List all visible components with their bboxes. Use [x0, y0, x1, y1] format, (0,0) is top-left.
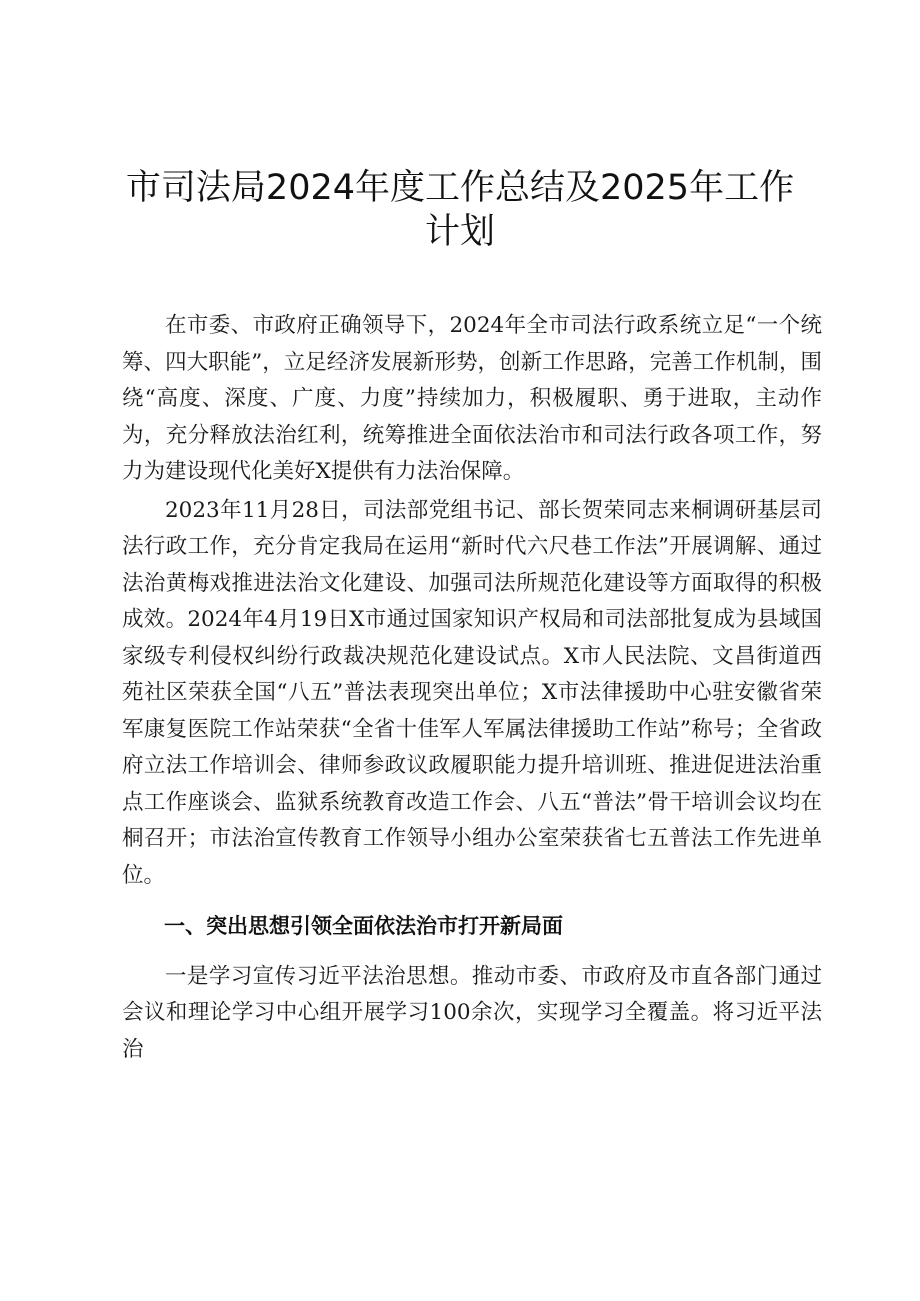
intro-paragraph: 在市委、市政府正确领导下，2024年全市司法行政系统立足“一个统筹、四大职能”，立足经济发展新形势，创新工作思路，完善工作机制，围绕“高度、深度、广度、力度”持续加力，积极履职、勇于进取，主动作为，充分释放法治红利，统筹推进全面依法治市和司法行政各项工作，努力为建设现代化美好X提供有力法治保障。: [122, 313, 822, 484]
document-title: 市司法局2024年度工作总结及2025年工作计划: [125, 168, 795, 252]
section-heading: 一、突出思想引领全面依法治市打开新局面: [164, 914, 563, 938]
achievements-paragraph: 2023年11月28日，司法部党组书记、部长贺荣同志来桐调研基层司法行政工作，充分肯定我局在运用“新时代六尺巷工作法”开展调解、通过法治黄梅戏推进法治文化建设、加强司法所规范化建设等方面取得的积极成效。2024年4月19日X市通过国家知识产权局和司法部批复成为县域国家级专利侵权纠纷行政裁决规范化建设试点。X市人民法院、文昌街道西苑社区荣获全国“八五”普法表现突出单位；X市法律援助中心驻安徽省荣军康复医院工作站荣获“全省十佳军人军属法律援助工作站”称号；全省政府立法工作培训会、律师参政议政履职能力提升培训班、推进促进法治重点工作座谈会、监狱系统教育改造工作会、八五“普法”骨干培训会议均在桐召开；市法治宣传教育工作领导小组办公室荣获省七五普法工作先进单位。: [122, 497, 822, 888]
section-paragraph: 一是学习宣传习近平法治思想。推动市委、市政府及市直各部门通过会议和理论学习中心组开展学习100余次，实现学习全覆盖。将习近平法治: [122, 963, 822, 1062]
document-body: [122, 308, 822, 1068]
